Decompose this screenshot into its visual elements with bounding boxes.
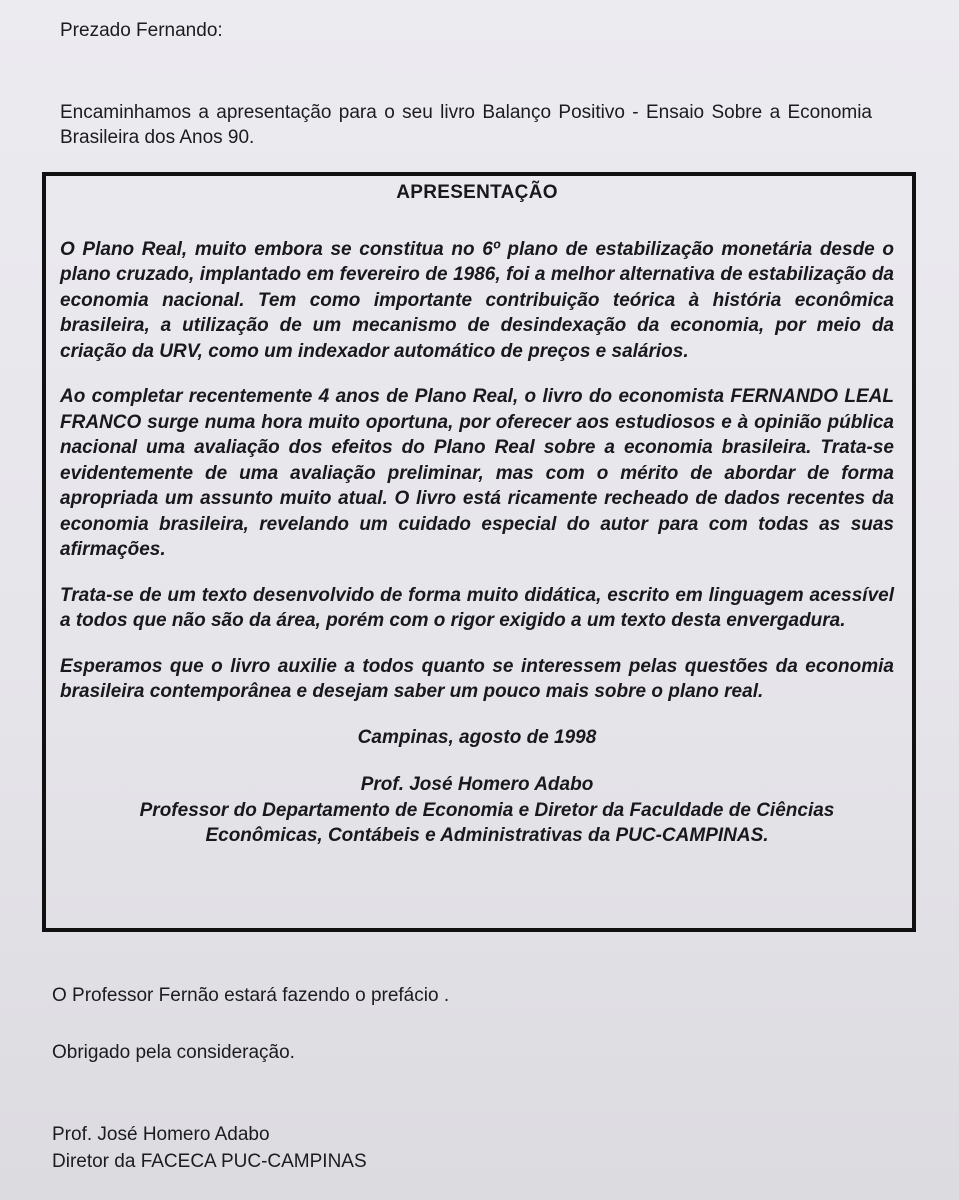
signature-role-line-1: Professor do Departamento de Economia e Diretor da Faculdade de Ciências — [139, 799, 835, 821]
presentation-content — [60, 180, 894, 849]
presentation-paragraph-1: O Plano Real, muito embora se constitua no 6º plano de estabilização monetária desde o plano cruzado, implantado em fevereiro de 1986, foi a melhor alternativa de estabilização da economia nacional. Tem como importante contribuição teórica à história econômica brasileira, a utilização de um mecanismo de desindexação da economia, por meio da criação da URV, como um indexador automático de preços e salários. — [60, 238, 894, 362]
presentation-title: APRESENTAÇÃO — [396, 182, 558, 203]
sender-title: Diretor da FACECA PUC-CAMPINAS — [52, 1151, 367, 1172]
preface-note: O Professor Fernão estará fazendo o prefácio . — [52, 985, 450, 1006]
presentation-paragraph-2: Ao completar recentemente 4 anos de Plano Real, o livro do economista FERNANDO LEAL FRANCO surge numa hora muito oportuna, por oferecer aos estudiosos e à opinião pública nacional uma avaliação dos efeitos do Plano Real sobre a economia brasileira. Trata-se evidentemente de uma avaliação preliminar, mas com o mérito de abordar de forma apropriada um assunto muito atual. O livro está ricamente recheado de dados recentes da economia brasileira, revelando um cuidado especial do autor para com todas as suas afirmações. — [60, 386, 894, 560]
intro-paragraph: Encaminhamos a apresentação para o seu livro Balanço Positivo - Ensaio Sobre a Economia Brasileira dos Anos 90. — [60, 102, 872, 148]
presentation-box — [42, 172, 916, 932]
greeting: Prezado Fernando: — [60, 20, 223, 41]
signature-name: Prof. José Homero Adabo — [360, 774, 594, 795]
thanks-line: Obrigado pela consideração. — [52, 1042, 295, 1063]
presentation-paragraph-3: Trata-se de um texto desenvolvido de forma muito didática, escrito em linguagem acessível a todos que não são da área, porém com o rigor exigido a um texto desta envergadura. — [60, 584, 894, 631]
sender-name: Prof. José Homero Adabo — [52, 1124, 270, 1145]
signature-role-line-2: Econômicas, Contábeis e Administrativas da PUC-CAMPINAS. — [205, 825, 769, 846]
place-date: Campinas, agosto de 1998 — [357, 726, 597, 748]
presentation-paragraph-4: Esperamos que o livro auxilie a todos quanto se interessem pelas questões da economia brasileira contemporânea e desejam saber um pouco mais sobre o plano real. — [60, 655, 894, 702]
